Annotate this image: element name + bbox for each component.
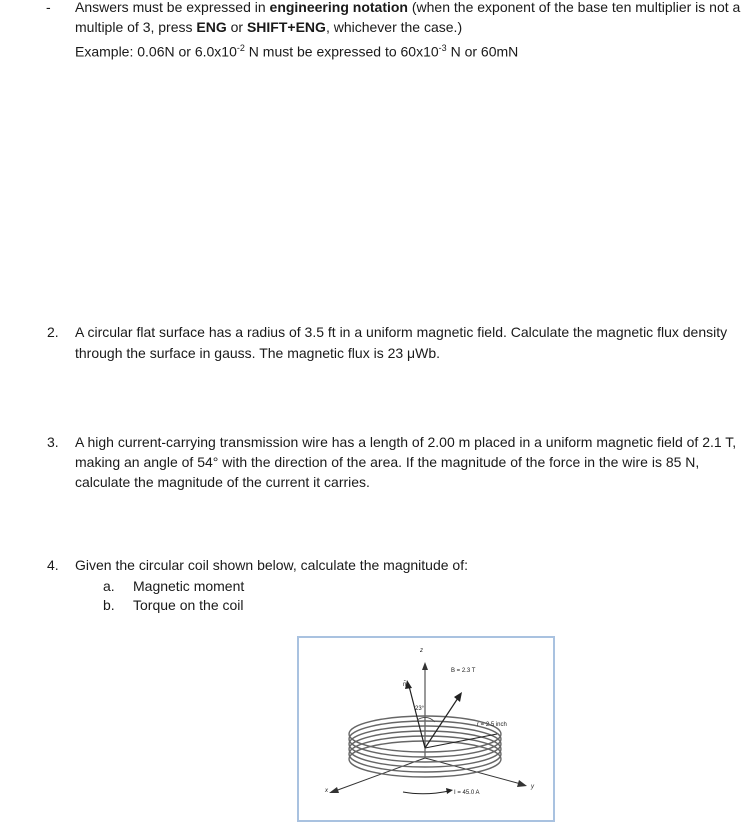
z-axis-label: z xyxy=(420,648,423,654)
b-field-arrow xyxy=(454,692,462,702)
question-text-line: A high current-carrying transmission wire has a length of 2.00 m placed in a uniform magnetic field of 2.1 T, xyxy=(75,434,737,450)
question-number: 4. xyxy=(47,557,59,573)
question-text-line: Given the circular coil shown below, calculate the magnitude of: xyxy=(75,557,468,573)
coil-diagram xyxy=(299,638,553,820)
angle-label: 23° xyxy=(415,706,425,712)
z-axis-arrow xyxy=(422,662,428,670)
question-number: 2. xyxy=(47,324,59,340)
current-arrow xyxy=(446,788,453,794)
normal-vector xyxy=(409,686,425,748)
normal-label: n̂ xyxy=(403,682,407,688)
b-field-vector xyxy=(425,698,458,748)
intro-bullet: - xyxy=(46,0,51,15)
current-label: I = 45.0 A xyxy=(454,790,480,796)
question-text-line: making an angle of 54° with the direction of the area. If the magnitude of the force in the wire is 85 N, xyxy=(75,454,700,470)
question-text-line: through the surface in gauss. The magnetic flux is 23 μWb. xyxy=(75,345,440,361)
x-axis-arrow xyxy=(329,787,339,793)
question-text-line: calculate the magnitude of the current it carries. xyxy=(75,474,370,490)
subitem-text: Torque on the coil xyxy=(133,597,244,613)
subitem-text: Magnetic moment xyxy=(133,578,245,594)
y-axis-arrow xyxy=(517,780,527,787)
y-axis-label: y xyxy=(531,784,534,790)
b-field-label: B = 2.3 T xyxy=(451,668,476,674)
current-direction xyxy=(403,791,449,794)
coil-figure xyxy=(297,636,555,822)
radius-label: r = 2.5 inch xyxy=(477,722,507,728)
intro-line-1: Answers must be expressed in engineering notation (when the exponent of the base ten multiplier is not a xyxy=(75,0,741,15)
x-axis-label: x xyxy=(325,788,328,794)
question-text-line: A circular flat surface has a radius of 3.5 ft in a uniform magnetic field. Calculate the magnetic flux density xyxy=(75,324,728,340)
subitem-label: a. xyxy=(103,578,115,594)
intro-line-3: Example: 0.06N or $6.0x10^{-2}$ N must be expressed to $60x10^{-3}$ N or 60mN xyxy=(75,43,519,60)
question-number: 3. xyxy=(47,434,59,450)
subitem-label: b. xyxy=(103,597,115,613)
intro-line-2: multiple of 3, press ENG or SHIFT+ENG, whichever the case.) xyxy=(75,19,463,35)
